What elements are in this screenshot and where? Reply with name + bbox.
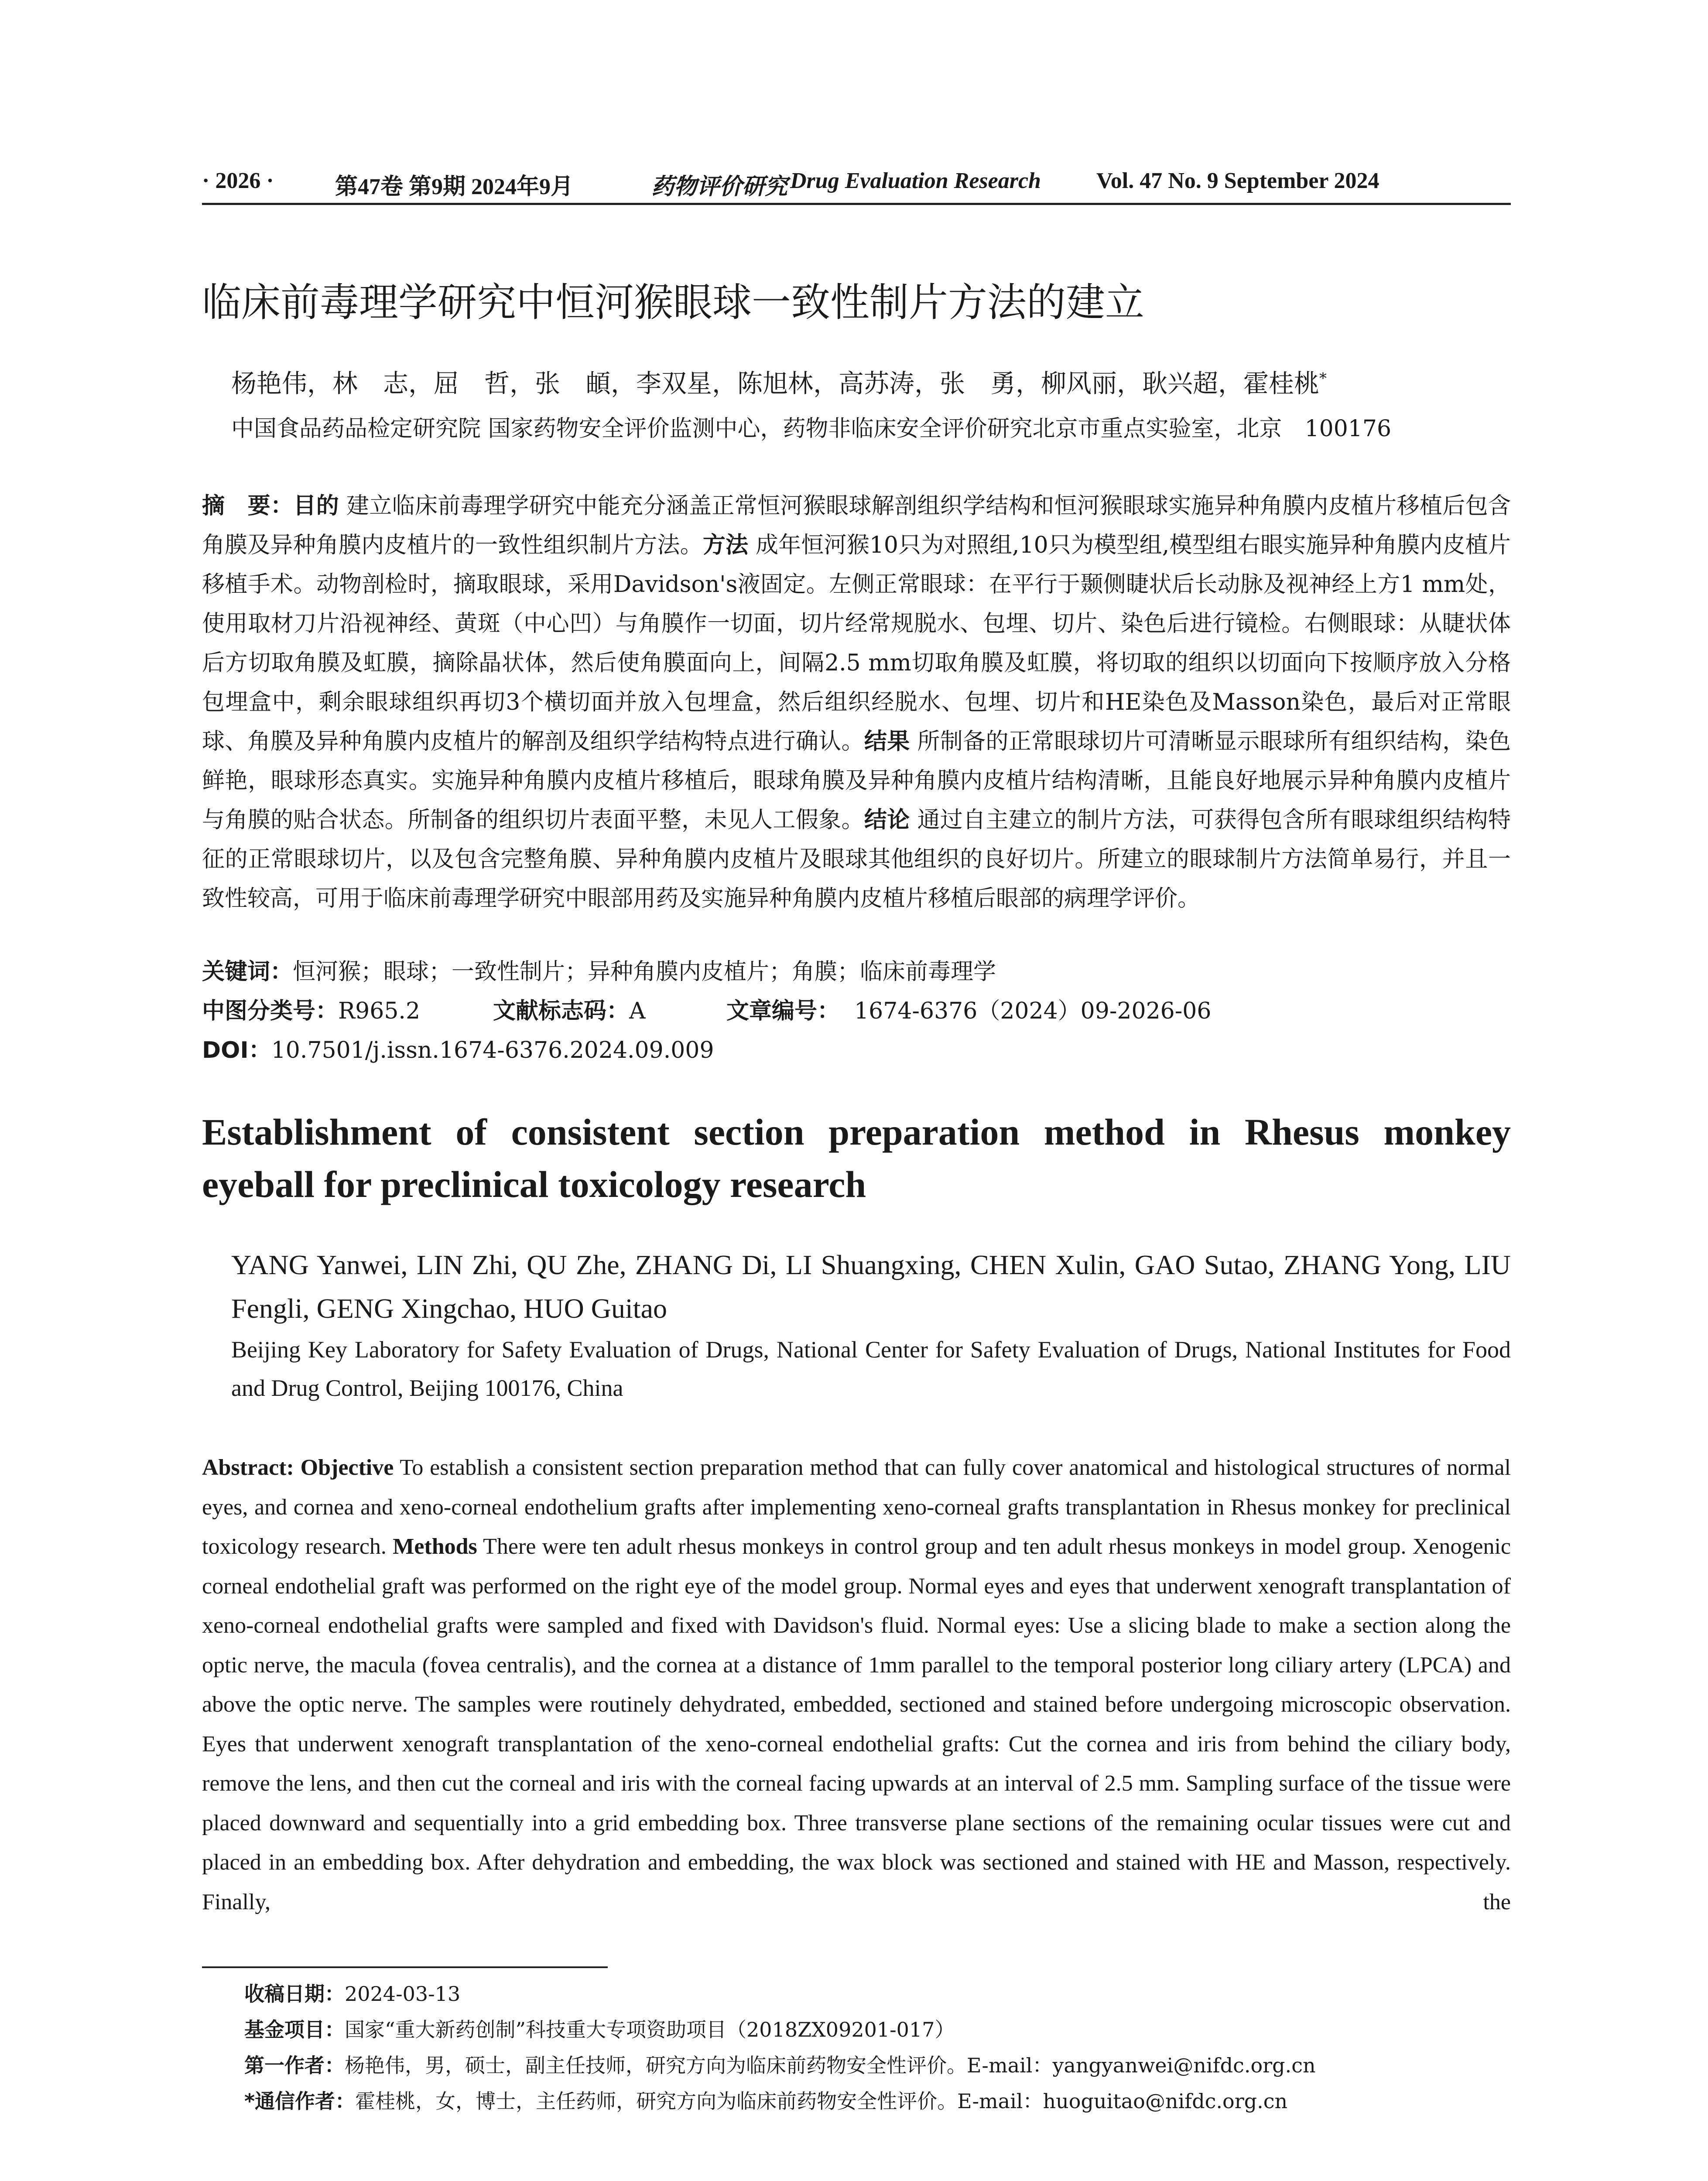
keywords: 恒河猴；眼球；一致性制片；异种角膜内皮植片；角膜；临床前毒理学 xyxy=(293,959,996,985)
en-title-line-2: eyeball for preclinical toxicology research xyxy=(202,1163,866,1205)
cn-title: 临床前毒理学研究中恒河猴眼球一致性制片方法的建立 xyxy=(202,280,1144,325)
keywords-line: 关键词：恒河猴；眼球；一致性制片；异种角膜内皮植片；角膜；临床前毒理学 xyxy=(202,959,996,985)
en-methods-label: Methods xyxy=(393,1534,477,1559)
cn-affiliation: 中国食品药品检定研究院 国家药物安全评价监测中心，药物非临床安全评价研究北京市重点实验室，北京 100176 xyxy=(231,416,1392,442)
cn-issue-info: 第47卷 第9期 2024年9月 xyxy=(335,174,574,199)
footnote-fund: 基金项目：国家“重大新药创制”科技重大专项资助项目（2018ZX09201-017） xyxy=(244,2018,955,2041)
cn-abstract xyxy=(202,486,1511,918)
results-label: 结果 xyxy=(864,728,910,755)
cn-authors: 杨艳伟，林 志，屈 哲，张 頔，李双星，陈旭林，高苏涛，张 勇，柳风丽，耿兴超，霍桂桃* xyxy=(231,369,1327,398)
en-objective-text: To establish a consistent section preparation method that can fully cover anatomical and histological structures of normal eyes, and cornea and xeno-corneal endothelium grafts after implementing xeno-corneal grafts transplantation in Rhesus monkey for preclinical toxicology research. xyxy=(202,1455,1511,1559)
en-title-line-1: Establishment of consistent section preparation method in Rhesus monkey xyxy=(202,1111,1511,1153)
en-abstract xyxy=(202,1448,1511,1922)
page-number: · 2026 · xyxy=(202,168,274,193)
conclusion-text: 通过自主建立的制片方法，可获得包含所有眼球组织结构特征的正常眼球切片，以及包含完整角膜、异种角膜内皮植片及眼球其他组织的良好切片。所建立的眼球制片方法简单易行，并且一致性较高，可用于临床前毒理学研究中眼部用药及实施异种角膜内皮植片移植后眼部的病理学评价。 xyxy=(202,807,1511,912)
corresponding-mark: * xyxy=(1319,369,1327,387)
doi: 10.7501/j.issn.1674-6376.2024.09.009 xyxy=(271,1037,714,1063)
classification-line: 中图分类号：R965.2 xyxy=(202,998,421,1024)
journal-logo: 药物评价研究 xyxy=(651,173,788,200)
abstract-label: 摘 要： xyxy=(202,493,294,519)
methods-label: 方法 xyxy=(702,532,749,558)
footnote-received: 收稿日期：2024-03-13 xyxy=(244,1982,461,2006)
journal-name: Drug Evaluation Research xyxy=(790,168,1041,193)
en-affiliation: Beijing Key Laboratory for Safety Evaluation of Drugs, National Center for Safety Evaluation of Drugs, National Institutes for Food and Drug Control, Beijing 100176, China xyxy=(231,1337,1511,1401)
footnote-corresponding: *通信作者：霍桂桃，女，博士，主任药师，研究方向为临床前药物安全性评价。E-mail：huoguitao@nifdc.org.cn xyxy=(244,2089,1288,2113)
footnote-rule xyxy=(202,1966,608,1968)
running-header xyxy=(202,168,1511,198)
doi-line: DOI：10.7501/j.issn.1674-6376.2024.09.009 xyxy=(202,1037,714,1063)
article-number: 文章编号： 1674-6376（2024）09-2026-06 xyxy=(726,998,1212,1024)
conclusion-label: 结论 xyxy=(864,807,910,833)
en-methods-text: There were ten adult rhesus monkeys in control group and ten adult rhesus monkeys in model group. Xenogenic corneal endothelial graft was performed on the right eye of the model group. Normal eyes and eyes that underwent xenograft transplantation of xeno-corneal endothelial grafts were sampled and fixed with Davidson's fluid. Normal eyes: Use a slicing blade to make a section along the optic nerve, the macula (fovea centralis), and the cornea at a distance of 1mm parallel to the temporal posterior long ciliary artery (LPCA) and above the optic nerve. The samples were routinely dehydrated, embedded, sectioned and stained before undergoing microscopic observation. Eyes that underwent xenograft transplantation of the xeno-corneal endothelial grafts: Cut the cornea and iris from behind the ciliary body, remove the lens, and then cut the corneal and iris with the corneal facing upwards at an interval of 2.5 mm. Sampling surface of the tissue were placed downward and sequentially into a grid embedding box. Three transverse plane sections of the remaining ocular tissues were cut and placed in an embedding box. After dehydration and embedding, the wax block was sectioned and stained with HE and Masson, respectively. Finally, the xyxy=(202,1534,1511,1914)
header-rule xyxy=(202,203,1511,205)
document-code: 文献标志码：A xyxy=(493,998,646,1024)
en-issue-info: Vol. 47 No. 9 September 2024 xyxy=(1096,168,1379,193)
en-title xyxy=(202,1106,1511,1210)
clc-number: R965.2 xyxy=(338,998,421,1024)
en-abstract-label: Abstract: Objective xyxy=(202,1455,394,1480)
objective-text: 建立临床前毒理学研究中能充分涵盖正常恒河猴眼球解剖组织学结构和恒河猴眼球实施异种角膜内皮植片移植后包含角膜及异种角膜内皮植片的一致性组织制片方法。 xyxy=(202,493,1511,558)
methods-text: 成年恒河猴10只为对照组,10只为模型组,模型组右眼实施异种角膜内皮植片移植手术。动物剖检时，摘取眼球，采用Davidson's液固定。左侧正常眼球：在平行于颞侧睫状后长动脉及视神经上方1 mm处，使用取材刀片沿视神经、黄斑（中心凹）与角膜作一切面，切片经常规脱水、包埋、切片、染色后进行镜检。右侧眼球：从睫状体后方切取角膜及虹膜，摘除晶状体，然后使角膜面向上，间隔2.5 mm切取角膜及虹膜，将切取的组织以切面向下按顺序放入分格包埋盒中，剩余眼球组织再切3个横切面并放入包埋盒，然后组织经脱水、包埋、切片和HE染色及Masson染色，最后对正常眼球、角膜及异种角膜内皮植片的解剖及组织学结构特点进行确认。 xyxy=(202,532,1511,755)
en-authors: YANG Yanwei, LIN Zhi, QU Zhe, ZHANG Di, LI Shuangxing, CHEN Xulin, GAO Sutao, ZHANG Yong, LIU Fengli, GENG Xingchao, HUO Guitao xyxy=(231,1249,1511,1324)
footnote-first-author: 第一作者：杨艳伟，男，硕士，副主任技师，研究方向为临床前药物安全性评价。E-mail：yangyanwei@nifdc.org.cn xyxy=(244,2054,1316,2077)
objective-label: 目的 xyxy=(293,493,339,519)
results-text: 所制备的正常眼球切片可清晰显示眼球所有组织结构，染色鲜艳，眼球形态真实。实施异种角膜内皮植片移植后，眼球角膜及异种角膜内皮植片结构清晰，且能良好地展示异种角膜内皮植片与角膜的贴合状态。所制备的组织切片表面平整，未见人工假象。 xyxy=(202,728,1511,833)
